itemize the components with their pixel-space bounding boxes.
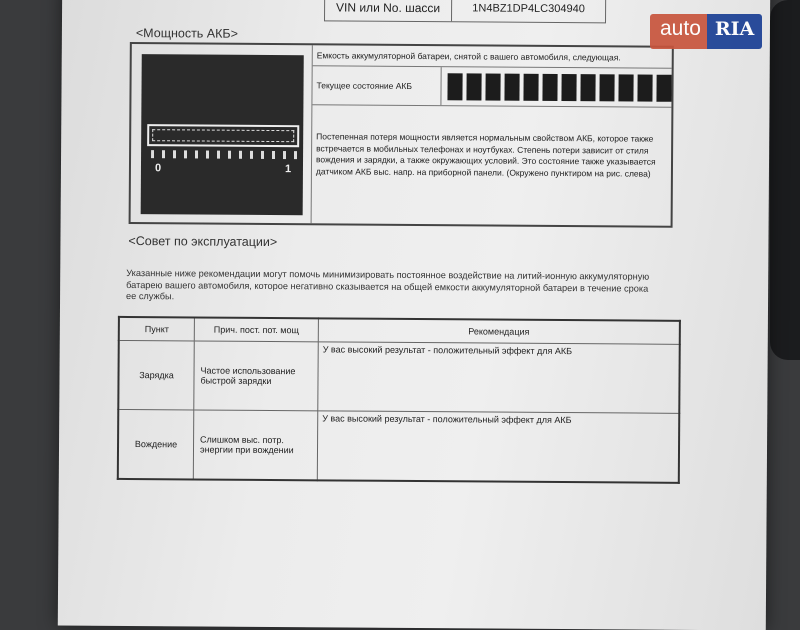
table-row (118, 340, 679, 412)
state-segment (523, 73, 538, 100)
advice-section-heading: <Совет по эксплуатации> (128, 234, 278, 250)
capacity-text: Емкость аккумуляторной батареи, снятой с вашего автомобиля, следующая. (313, 45, 672, 69)
state-segment (447, 73, 462, 100)
battery-info (311, 45, 672, 226)
document-page (58, 0, 770, 630)
gauge-ticks (151, 150, 297, 159)
row-cause: Частое использование быстрой зарядки (194, 341, 318, 410)
table-row (118, 409, 679, 483)
battery-panel (129, 42, 674, 228)
state-segment (599, 74, 614, 101)
state-label: Текущее состояние АКБ (312, 66, 441, 105)
row-recommendation: У вас высокий результат - положительный эффект для АКБ (318, 342, 680, 413)
state-bars (441, 67, 671, 107)
vin-value: 1N4BZ1DP4LC304940 (472, 2, 585, 16)
state-segment (618, 74, 633, 101)
battery-gauge-outline (147, 124, 299, 147)
state-segment (637, 74, 652, 101)
state-segment (656, 74, 671, 101)
column-header: Пункт (119, 317, 195, 341)
row-cause: Слишком выс. потр. энергии при вождении (193, 409, 317, 480)
row-recommendation: У вас высокий результат - положительный эффект для АКБ (317, 410, 679, 483)
watermark-ria: RIA (707, 14, 762, 49)
vin-box (324, 0, 606, 23)
battery-section-heading: <Мощность АКБ> (135, 26, 238, 41)
state-row (312, 66, 671, 108)
state-segment (485, 73, 500, 100)
state-segment (466, 73, 481, 100)
state-segment (561, 74, 576, 101)
row-point: Зарядка (118, 340, 194, 409)
state-segment (542, 73, 557, 100)
recommendation-table (117, 316, 681, 484)
auto-ria-watermark (650, 14, 788, 52)
vin-label: VIN или No. шасси (325, 0, 452, 21)
gauge-min-label: 0 (154, 162, 162, 175)
gauge-max-label: 1 (284, 163, 292, 176)
state-segment (580, 74, 595, 101)
advice-intro: Указанные ниже рекомендации могут помочь минимизировать постоянное воздействие на литий-ионную аккумуляторную батарею вашего автомобиля, которое негативно сказывается на общей емкости аккумуляторной батареи в течение срока ее службы. (126, 267, 650, 302)
column-header: Прич. пост. пот. мощ (194, 317, 318, 341)
state-segment (504, 73, 519, 100)
column-header: Рекомендация (318, 318, 680, 344)
watermark-auto: auto (650, 14, 707, 49)
background-device (770, 0, 800, 360)
battery-gauge-image (141, 54, 304, 215)
row-point: Вождение (118, 409, 194, 480)
battery-explanation: Постепенная потеря мощности является нормальным свойством АКБ, которое также встречается в мобильных телефонах и ноутбуках. Степень потери зависит от стиля вождения и зарядки, а также окружающих условий. Это состояние также указывается датчиком АКБ выс. напр. на приборной панели. (Окружено пунктиром на рис. слева) (315, 131, 656, 179)
